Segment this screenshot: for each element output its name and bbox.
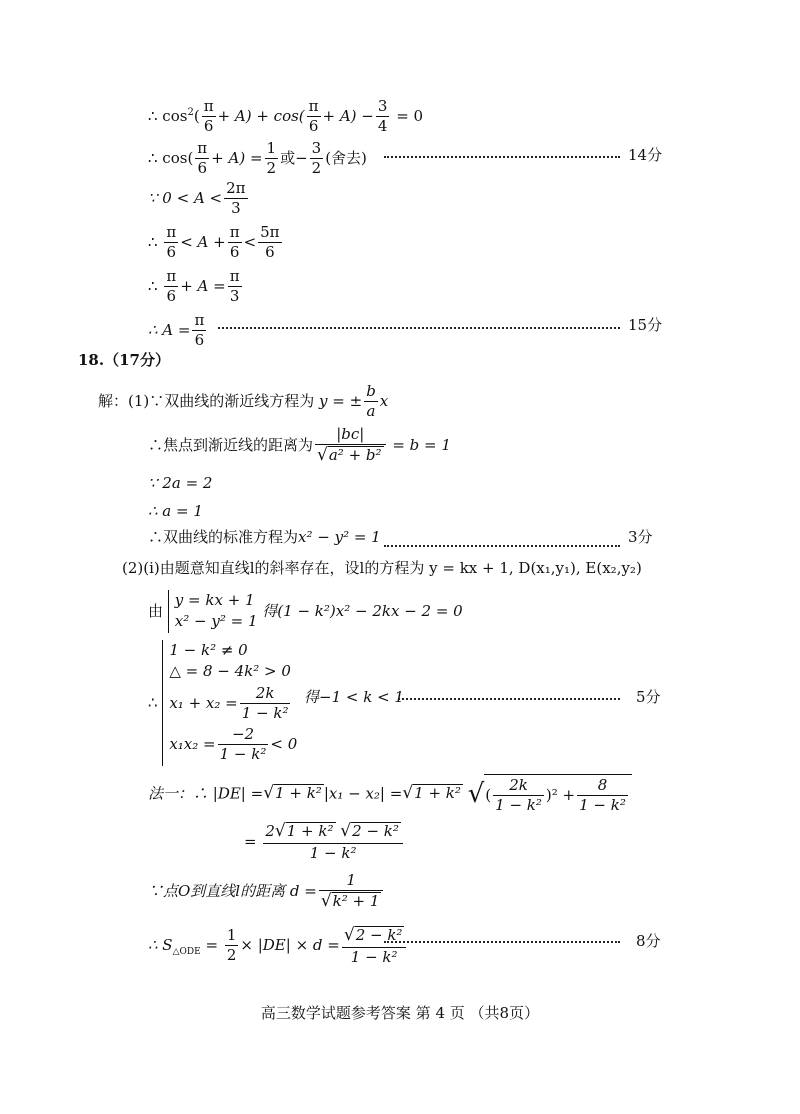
eq-line-2: ∴ cos( $\frac{\pi}{6}$ + A) = $\frac{1}{2}$ 或− $\frac{3}{2}$ (舍去) bbox=[148, 139, 367, 178]
system-1: 由 y = kx + 1 x² − y² = 1 得(1 − k²)x² − 2kx − 2 = 0 bbox=[148, 590, 463, 633]
eq-line-3: ∵ 0 < A < $\frac{2\pi}{3}$ bbox=[148, 179, 246, 218]
score-15: 15分 bbox=[628, 316, 663, 334]
eq-line-6: ∴ A = $\frac{\pi}{6}$ bbox=[148, 311, 205, 350]
solution-line-6: (2)(i)由题意知直线l的斜率存在，设l的方程为 y = kx + 1, D(x₁,y₁), E(x₂,y₂) bbox=[122, 559, 642, 577]
problem-18-heading: 18.（17分） bbox=[78, 351, 170, 369]
eq-line-1: ∴ $\cos^2$( $\frac{\pi}{6}$ + A) + cos( $\frac{\pi}{6}$ + A) − $\frac{3}{4}$ = 0 bbox=[148, 97, 424, 136]
dot-leader bbox=[384, 545, 620, 547]
score-5: 5分 bbox=[636, 688, 661, 706]
k-range-result: 得−1 < k < 1 bbox=[304, 688, 404, 706]
dot-leader bbox=[218, 327, 620, 329]
solution-line-2: ∴焦点到渐近线的距离为 $\frac{|bc|}{\text{√a² + b²}}$ = b = 1 bbox=[148, 425, 451, 466]
method-one-line: 法一：∴ |DE| =√1 + k² |x₁ − x₂| =√1 + k² √( $\frac{2k}{\text{1 − k²}}$ )² + $\frac{8}{\text{1 − k²}}$ bbox=[148, 774, 632, 815]
solution-line-1: 解：(1)∵双曲线的渐近线方程为 y = ± $\frac{b}{a}$ x bbox=[98, 382, 389, 421]
system-2: ∴ 1 − k² ≠ 0 △ = 8 − 4k² > 0 x₁ + x₂ = $\frac{2k}{\text{1 − k²}}$ x₁x₂ = $\frac{-2}{\text{1 − k²}}$ < 0 bbox=[148, 640, 389, 766]
de-length-simplified: = $\frac{\text{2√1 + k² √2 − k²}}{\text{1 − k²}}$ bbox=[244, 822, 405, 862]
area-line: ∴ $S_{\triangle ODE}$ = $\frac{1}{2}$ × |DE| × d = $\frac{\text{√2 − k²}}{\text{1 − k²}}$ bbox=[148, 926, 408, 966]
score-14: 14分 bbox=[628, 146, 663, 164]
score-8: 8分 bbox=[636, 932, 661, 950]
score-3: 3分 bbox=[628, 528, 653, 546]
page-footer: 高三数学试题参考答案 第 4 页 （共8页） bbox=[260, 1004, 540, 1022]
dot-leader bbox=[384, 941, 620, 943]
dot-leader bbox=[384, 156, 620, 158]
solution-line-3: ∵ 2a = 2 bbox=[148, 474, 213, 492]
eq-line-5: ∴ $\frac{\pi}{6}$ + A = $\frac{\pi}{3}$ bbox=[148, 267, 240, 306]
solution-line-4: ∴ a = 1 bbox=[148, 502, 203, 520]
eq-line-4: ∴ $\frac{\pi}{6}$ < A + $\frac{\pi}{6}$ < $\frac{5\pi}{6}$ bbox=[148, 223, 280, 262]
dot-leader bbox=[398, 698, 620, 700]
solution-line-5: ∴双曲线的标准方程为x² − y² = 1 bbox=[148, 528, 381, 546]
distance-line: ∵点O到直线l的距离 d = $\frac{1}{\text{√k² + 1}}$ bbox=[148, 872, 385, 912]
